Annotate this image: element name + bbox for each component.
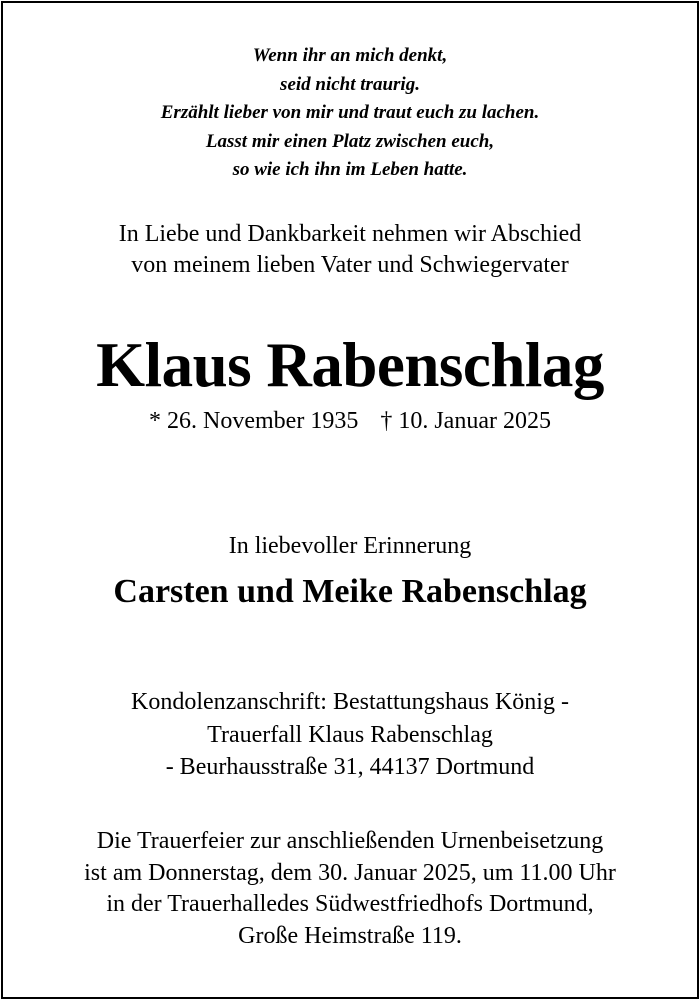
signers: Carsten und Meike Rabenschlag (113, 573, 587, 610)
poem (0, 42, 700, 185)
farewell-intro (0, 219, 700, 281)
life-dates (0, 403, 700, 439)
poem-line: so wie ich ihn im Leben hatte. (232, 159, 468, 180)
ceremony-line: Große Heimstraße 119. (238, 922, 462, 949)
ceremony-line: ist am Donnerstag, dem 30. Januar 2025, um 11.00 Uhr (84, 859, 616, 886)
address-line: Kondolenzanschrift: Bestattungshaus König - (131, 689, 569, 715)
ceremony-info (0, 826, 700, 952)
poem-line: seid nicht traurig. (280, 73, 420, 95)
memory-text: In liebevoller Erinnerung (228, 533, 472, 559)
address-line: Trauerfall Klaus Rabenschlag (207, 721, 493, 748)
ceremony-line: Die Trauerfeier zur anschließenden Urnenbeisetzung (96, 828, 604, 854)
death-date: † 10. Januar 2025 (380, 408, 551, 434)
ceremony-line: in der Trauerhalledes Südwestfriedhofs Dortmund, (106, 891, 594, 917)
deceased-name: Klaus Rabenschlag (96, 330, 604, 400)
address-line: - Beurhausstraße 31, 44137 Dortmund (165, 754, 535, 780)
poem-line: Lasst mir einen Platz zwischen euch, (205, 130, 495, 152)
intro-line: In Liebe und Dankbarkeit nehmen wir Abschied (118, 221, 582, 247)
birth-date: * 26. November 1935 (149, 408, 359, 434)
intro-line: von meinem lieben Vater und Schwiegervater (131, 252, 569, 278)
poem-line: Erzählt lieber von mir und traut euch zu lachen. (160, 102, 540, 123)
poem-line: Wenn ihr an mich denkt, (252, 45, 448, 66)
condolence-address (0, 686, 700, 784)
